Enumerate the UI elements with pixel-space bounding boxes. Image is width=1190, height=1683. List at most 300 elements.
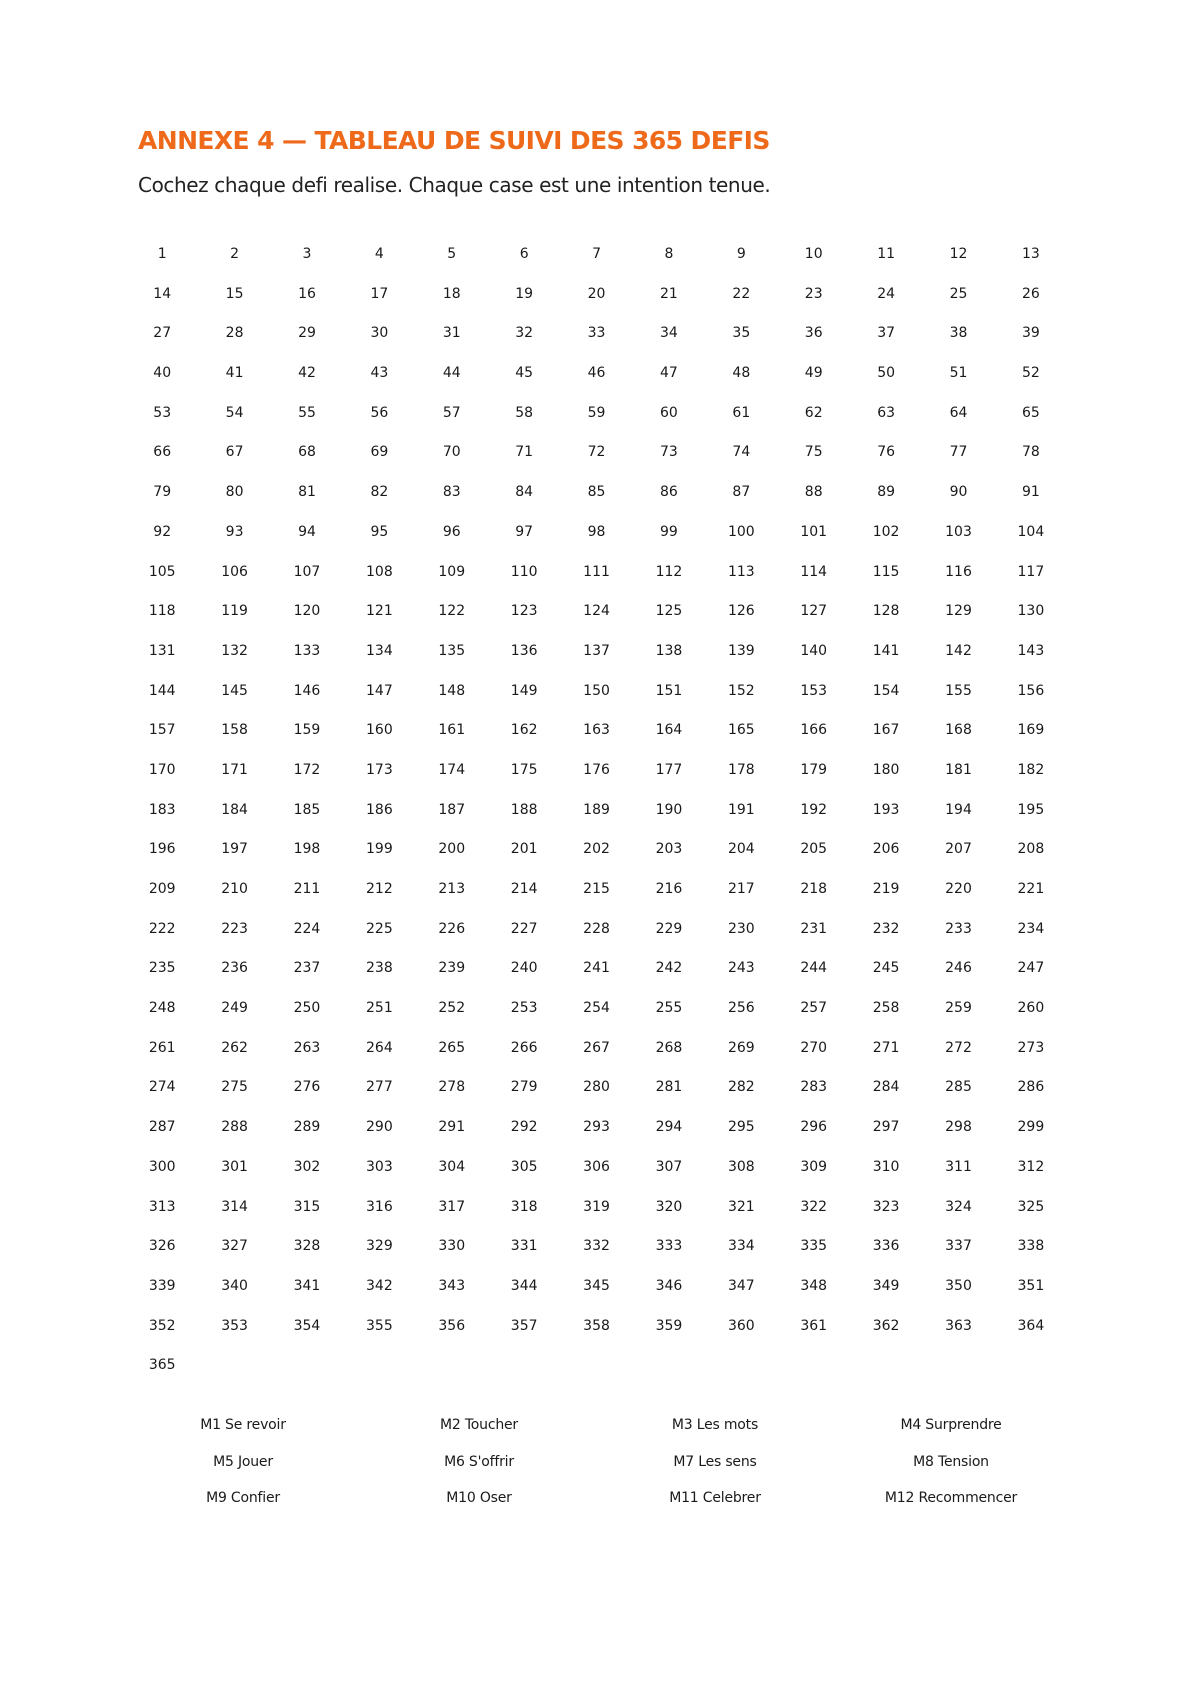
challenge-cell[interactable]: 361 <box>800 1317 828 1334</box>
challenge-cell[interactable]: 92 <box>153 523 172 540</box>
challenge-cell[interactable]: 15 <box>225 285 244 302</box>
challenge-cell[interactable]: 255 <box>655 1000 683 1017</box>
challenge-cell[interactable]: 315 <box>293 1198 321 1215</box>
challenge-cell[interactable]: 219 <box>872 881 900 897</box>
challenge-cell[interactable]: 133 <box>293 642 321 659</box>
challenge-cell[interactable]: 211 <box>293 881 321 897</box>
challenge-cell[interactable]: 246 <box>945 960 972 977</box>
challenge-cell[interactable]: 121 <box>366 603 393 620</box>
challenge-cell[interactable]: 102 <box>872 523 900 540</box>
challenge-cell[interactable]: 176 <box>583 761 610 778</box>
challenge-cell[interactable]: 213 <box>438 881 466 897</box>
challenge-cell[interactable]: 249 <box>221 1000 248 1017</box>
challenge-cell[interactable]: 84 <box>515 484 534 501</box>
challenge-cell[interactable]: 335 <box>800 1238 828 1255</box>
challenge-cell[interactable]: 220 <box>945 881 972 897</box>
challenge-cell[interactable]: 55 <box>298 404 316 421</box>
challenge-cell[interactable]: 158 <box>221 722 248 739</box>
challenge-cell[interactable]: 180 <box>872 761 900 778</box>
challenge-cell[interactable]: 21 <box>660 285 678 302</box>
challenge-cell[interactable]: 325 <box>1017 1198 1045 1215</box>
challenge-cell[interactable]: 298 <box>945 1119 972 1136</box>
challenge-cell[interactable]: 316 <box>366 1198 393 1215</box>
challenge-cell[interactable]: 94 <box>298 523 316 540</box>
challenge-cell[interactable]: 9 <box>736 246 746 262</box>
challenge-cell[interactable]: 225 <box>366 920 393 937</box>
challenge-cell[interactable]: 283 <box>800 1079 828 1096</box>
challenge-cell[interactable]: 7 <box>592 246 601 262</box>
challenge-cell[interactable]: 115 <box>872 563 900 580</box>
challenge-cell[interactable]: 252 <box>438 1000 466 1017</box>
challenge-cell[interactable]: 45 <box>515 365 534 382</box>
challenge-cell[interactable]: 303 <box>366 1158 393 1175</box>
challenge-cell[interactable]: 306 <box>583 1158 610 1175</box>
challenge-cell[interactable]: 118 <box>148 603 176 620</box>
challenge-cell[interactable]: 258 <box>872 1000 900 1017</box>
challenge-cell[interactable]: 195 <box>1017 801 1045 818</box>
challenge-cell[interactable]: 351 <box>1017 1277 1045 1294</box>
challenge-cell[interactable]: 125 <box>655 603 683 620</box>
challenge-cell[interactable]: 43 <box>370 365 389 382</box>
challenge-cell[interactable]: 77 <box>949 444 968 461</box>
challenge-cell[interactable]: 259 <box>945 1000 972 1017</box>
challenge-cell[interactable]: 116 <box>945 563 972 580</box>
challenge-cell[interactable]: 280 <box>583 1079 610 1096</box>
challenge-cell[interactable]: 72 <box>587 444 606 461</box>
challenge-cell[interactable]: 157 <box>148 722 176 739</box>
challenge-cell[interactable]: 293 <box>583 1119 610 1136</box>
challenge-cell[interactable]: 302 <box>293 1158 321 1175</box>
challenge-cell[interactable]: 338 <box>1017 1238 1045 1255</box>
challenge-cell[interactable]: 127 <box>800 603 828 620</box>
challenge-cell[interactable]: 198 <box>293 841 321 858</box>
challenge-cell[interactable]: 165 <box>727 722 755 739</box>
challenge-cell[interactable]: 346 <box>655 1277 683 1294</box>
challenge-cell[interactable]: 90 <box>949 484 968 501</box>
challenge-cell[interactable]: 19 <box>515 285 534 302</box>
challenge-cell[interactable]: 294 <box>655 1119 683 1136</box>
challenge-cell[interactable]: 247 <box>1017 960 1045 977</box>
challenge-cell[interactable]: 114 <box>800 563 828 580</box>
challenge-cell[interactable]: 168 <box>945 722 972 739</box>
challenge-cell[interactable]: 185 <box>293 801 321 818</box>
challenge-cell[interactable]: 352 <box>148 1317 176 1334</box>
challenge-cell[interactable]: 319 <box>583 1198 610 1215</box>
challenge-cell[interactable]: 238 <box>366 960 393 977</box>
challenge-cell[interactable]: 257 <box>800 1000 828 1017</box>
challenge-cell[interactable]: 112 <box>655 563 683 580</box>
challenge-cell[interactable]: 52 <box>1021 365 1040 382</box>
challenge-cell[interactable]: 64 <box>949 404 968 421</box>
challenge-cell[interactable]: 193 <box>872 801 900 818</box>
challenge-cell[interactable]: 205 <box>800 841 828 858</box>
challenge-cell[interactable]: 307 <box>655 1158 683 1175</box>
challenge-cell[interactable]: 111 <box>583 563 610 580</box>
challenge-cell[interactable]: 324 <box>945 1198 972 1215</box>
challenge-cell[interactable]: 230 <box>727 920 755 937</box>
challenge-cell[interactable]: 318 <box>510 1198 538 1215</box>
challenge-cell[interactable]: 12 <box>949 246 968 262</box>
challenge-cell[interactable]: 227 <box>510 920 538 937</box>
challenge-cell[interactable]: 214 <box>510 881 538 897</box>
challenge-cell[interactable]: 188 <box>510 801 538 818</box>
challenge-cell[interactable]: 348 <box>800 1277 828 1294</box>
challenge-cell[interactable]: 163 <box>583 722 610 739</box>
challenge-cell[interactable]: 137 <box>583 642 610 659</box>
challenge-cell[interactable]: 46 <box>587 365 606 382</box>
challenge-cell[interactable]: 248 <box>148 1000 176 1017</box>
challenge-cell[interactable]: 273 <box>1017 1039 1045 1056</box>
challenge-cell[interactable]: 245 <box>872 960 900 977</box>
challenge-cell[interactable]: 231 <box>800 920 828 937</box>
challenge-cell[interactable]: 71 <box>515 444 534 461</box>
challenge-cell[interactable]: 266 <box>510 1039 538 1056</box>
challenge-cell[interactable]: 321 <box>727 1198 755 1215</box>
challenge-cell[interactable]: 328 <box>293 1238 321 1255</box>
challenge-cell[interactable]: 242 <box>655 960 683 977</box>
challenge-cell[interactable]: 349 <box>872 1277 900 1294</box>
challenge-cell[interactable]: 202 <box>583 841 610 858</box>
challenge-cell[interactable]: 41 <box>225 365 244 382</box>
challenge-cell[interactable]: 170 <box>148 761 176 778</box>
challenge-cell[interactable]: 83 <box>442 484 461 501</box>
challenge-cell[interactable]: 145 <box>221 682 248 699</box>
challenge-cell[interactable]: 217 <box>727 881 755 897</box>
challenge-cell[interactable]: 289 <box>293 1119 321 1136</box>
challenge-cell[interactable]: 308 <box>727 1158 755 1175</box>
challenge-cell[interactable]: 154 <box>872 682 900 699</box>
challenge-cell[interactable]: 134 <box>366 642 393 659</box>
challenge-cell[interactable]: 287 <box>148 1119 176 1136</box>
challenge-cell[interactable]: 10 <box>804 246 823 262</box>
challenge-cell[interactable]: 356 <box>438 1317 466 1334</box>
challenge-cell[interactable]: 104 <box>1017 523 1045 540</box>
challenge-cell[interactable]: 362 <box>872 1317 900 1334</box>
challenge-cell[interactable]: 226 <box>438 920 466 937</box>
challenge-cell[interactable]: 171 <box>221 761 248 778</box>
challenge-cell[interactable]: 215 <box>583 881 610 897</box>
challenge-cell[interactable]: 31 <box>442 325 461 342</box>
challenge-cell[interactable]: 109 <box>438 563 466 580</box>
challenge-cell[interactable]: 97 <box>515 523 534 540</box>
challenge-cell[interactable]: 337 <box>945 1238 972 1255</box>
challenge-cell[interactable]: 275 <box>221 1079 248 1096</box>
challenge-cell[interactable]: 11 <box>877 246 896 262</box>
challenge-cell[interactable]: 110 <box>510 563 538 580</box>
challenge-cell[interactable]: 312 <box>1017 1158 1045 1175</box>
challenge-cell[interactable]: 332 <box>583 1238 610 1255</box>
challenge-cell[interactable]: 173 <box>366 761 393 778</box>
challenge-cell[interactable]: 274 <box>148 1079 176 1096</box>
challenge-cell[interactable]: 20 <box>587 285 606 302</box>
challenge-cell[interactable]: 88 <box>804 484 823 501</box>
challenge-cell[interactable]: 222 <box>148 920 176 937</box>
challenge-cell[interactable]: 62 <box>804 404 823 421</box>
challenge-cell[interactable]: 310 <box>872 1158 900 1175</box>
challenge-cell[interactable]: 42 <box>298 365 316 382</box>
challenge-cell[interactable]: 5 <box>447 246 457 262</box>
challenge-cell[interactable]: 122 <box>438 603 466 620</box>
challenge-cell[interactable]: 148 <box>438 682 466 699</box>
challenge-cell[interactable]: 89 <box>877 484 896 501</box>
challenge-cell[interactable]: 47 <box>660 365 678 382</box>
challenge-cell[interactable]: 174 <box>438 761 466 778</box>
challenge-cell[interactable]: 86 <box>660 484 678 501</box>
challenge-cell[interactable]: 296 <box>800 1119 828 1136</box>
challenge-cell[interactable]: 233 <box>945 920 972 937</box>
challenge-cell[interactable]: 63 <box>877 404 896 421</box>
challenge-cell[interactable]: 98 <box>587 523 606 540</box>
challenge-cell[interactable]: 234 <box>1017 920 1045 937</box>
challenge-cell[interactable]: 177 <box>655 761 683 778</box>
challenge-cell[interactable]: 60 <box>660 404 678 421</box>
challenge-cell[interactable]: 236 <box>221 960 248 977</box>
challenge-cell[interactable]: 99 <box>660 523 678 540</box>
challenge-cell[interactable]: 30 <box>370 325 389 342</box>
challenge-cell[interactable]: 244 <box>800 960 828 977</box>
challenge-cell[interactable]: 78 <box>1021 444 1040 461</box>
challenge-cell[interactable]: 141 <box>872 642 900 659</box>
challenge-cell[interactable]: 330 <box>438 1238 466 1255</box>
challenge-cell[interactable]: 209 <box>148 881 176 897</box>
challenge-cell[interactable]: 290 <box>366 1119 393 1136</box>
challenge-cell[interactable]: 358 <box>583 1317 610 1334</box>
challenge-cell[interactable]: 108 <box>366 563 393 580</box>
challenge-cell[interactable]: 155 <box>945 682 972 699</box>
challenge-cell[interactable]: 135 <box>438 642 466 659</box>
challenge-cell[interactable]: 35 <box>732 325 751 342</box>
challenge-cell[interactable]: 279 <box>510 1079 538 1096</box>
challenge-cell[interactable]: 51 <box>949 365 968 382</box>
challenge-cell[interactable]: 3 <box>302 246 312 262</box>
challenge-cell[interactable]: 300 <box>148 1158 176 1175</box>
challenge-cell[interactable]: 129 <box>945 603 972 620</box>
challenge-cell[interactable]: 208 <box>1017 841 1045 858</box>
challenge-cell[interactable]: 221 <box>1017 881 1045 897</box>
challenge-cell[interactable]: 317 <box>438 1198 466 1215</box>
challenge-cell[interactable]: 1 <box>157 246 167 262</box>
challenge-cell[interactable]: 6 <box>519 246 529 262</box>
challenge-cell[interactable]: 85 <box>587 484 606 501</box>
challenge-cell[interactable]: 364 <box>1017 1317 1045 1334</box>
challenge-cell[interactable]: 38 <box>949 325 968 342</box>
challenge-cell[interactable]: 267 <box>583 1039 610 1056</box>
challenge-cell[interactable]: 282 <box>727 1079 755 1096</box>
challenge-cell[interactable]: 261 <box>148 1039 176 1056</box>
challenge-cell[interactable]: 339 <box>148 1277 176 1294</box>
challenge-cell[interactable]: 240 <box>510 960 538 977</box>
challenge-cell[interactable]: 82 <box>370 484 389 501</box>
challenge-cell[interactable]: 146 <box>293 682 321 699</box>
challenge-cell[interactable]: 206 <box>872 841 900 858</box>
challenge-cell[interactable]: 199 <box>366 841 393 858</box>
challenge-cell[interactable]: 29 <box>298 325 316 342</box>
challenge-cell[interactable]: 329 <box>366 1238 393 1255</box>
challenge-cell[interactable]: 105 <box>148 563 176 580</box>
challenge-cell[interactable]: 200 <box>438 841 466 858</box>
challenge-cell[interactable]: 241 <box>583 960 610 977</box>
challenge-cell[interactable]: 196 <box>148 841 176 858</box>
challenge-cell[interactable]: 304 <box>438 1158 466 1175</box>
challenge-cell[interactable]: 8 <box>664 246 674 262</box>
challenge-cell[interactable]: 284 <box>872 1079 900 1096</box>
challenge-cell[interactable]: 311 <box>945 1158 972 1175</box>
challenge-cell[interactable]: 228 <box>583 920 610 937</box>
challenge-cell[interactable]: 4 <box>374 246 384 262</box>
challenge-cell[interactable]: 320 <box>655 1198 683 1215</box>
challenge-cell[interactable]: 28 <box>225 325 244 342</box>
challenge-cell[interactable]: 34 <box>660 325 678 342</box>
challenge-cell[interactable]: 27 <box>153 325 172 342</box>
challenge-cell[interactable]: 152 <box>727 682 755 699</box>
challenge-cell[interactable]: 232 <box>872 920 900 937</box>
challenge-cell[interactable]: 138 <box>655 642 683 659</box>
challenge-cell[interactable]: 360 <box>727 1317 755 1334</box>
challenge-cell[interactable]: 160 <box>366 722 393 739</box>
challenge-cell[interactable]: 143 <box>1017 642 1045 659</box>
challenge-cell[interactable]: 87 <box>732 484 751 501</box>
challenge-cell[interactable]: 347 <box>727 1277 755 1294</box>
challenge-cell[interactable]: 2 <box>230 246 240 262</box>
challenge-cell[interactable]: 263 <box>293 1039 321 1056</box>
challenge-cell[interactable]: 80 <box>225 484 244 501</box>
challenge-cell[interactable]: 33 <box>587 325 606 342</box>
challenge-cell[interactable]: 140 <box>800 642 828 659</box>
challenge-cell[interactable]: 124 <box>583 603 610 620</box>
challenge-cell[interactable]: 218 <box>800 881 828 897</box>
challenge-cell[interactable]: 161 <box>438 722 466 739</box>
challenge-cell[interactable]: 131 <box>148 642 176 659</box>
challenge-cell[interactable]: 61 <box>732 404 751 421</box>
challenge-cell[interactable]: 285 <box>945 1079 972 1096</box>
challenge-cell[interactable]: 150 <box>583 682 610 699</box>
challenge-cell[interactable]: 26 <box>1021 285 1040 302</box>
challenge-cell[interactable]: 162 <box>510 722 538 739</box>
challenge-cell[interactable]: 169 <box>1017 722 1045 739</box>
challenge-cell[interactable]: 79 <box>153 484 172 501</box>
challenge-cell[interactable]: 57 <box>442 404 461 421</box>
challenge-cell[interactable]: 175 <box>510 761 538 778</box>
challenge-cell[interactable]: 13 <box>1021 246 1040 262</box>
challenge-cell[interactable]: 243 <box>727 960 755 977</box>
challenge-cell[interactable]: 67 <box>225 444 244 461</box>
challenge-cell[interactable]: 120 <box>293 603 321 620</box>
challenge-cell[interactable]: 106 <box>221 563 248 580</box>
challenge-cell[interactable]: 70 <box>442 444 461 461</box>
challenge-cell[interactable]: 344 <box>510 1277 538 1294</box>
challenge-cell[interactable]: 288 <box>221 1119 248 1136</box>
challenge-cell[interactable]: 260 <box>1017 1000 1045 1017</box>
challenge-cell[interactable]: 159 <box>293 722 321 739</box>
challenge-cell[interactable]: 297 <box>872 1119 900 1136</box>
challenge-cell[interactable]: 39 <box>1021 325 1040 342</box>
challenge-cell[interactable]: 333 <box>655 1238 683 1255</box>
challenge-cell[interactable]: 350 <box>945 1277 972 1294</box>
challenge-cell[interactable]: 182 <box>1017 761 1045 778</box>
challenge-cell[interactable]: 16 <box>298 285 316 302</box>
challenge-cell[interactable]: 354 <box>293 1317 321 1334</box>
challenge-cell[interactable]: 271 <box>872 1039 900 1056</box>
challenge-cell[interactable]: 96 <box>442 523 461 540</box>
challenge-cell[interactable]: 179 <box>800 761 828 778</box>
challenge-cell[interactable]: 132 <box>221 642 248 659</box>
challenge-cell[interactable]: 256 <box>727 1000 755 1017</box>
challenge-cell[interactable]: 18 <box>442 285 461 302</box>
challenge-cell[interactable]: 119 <box>221 603 248 620</box>
challenge-cell[interactable]: 22 <box>732 285 751 302</box>
challenge-cell[interactable]: 235 <box>148 960 176 977</box>
challenge-cell[interactable]: 69 <box>370 444 389 461</box>
challenge-cell[interactable]: 147 <box>366 682 393 699</box>
challenge-cell[interactable]: 144 <box>148 682 176 699</box>
challenge-cell[interactable]: 190 <box>655 801 683 818</box>
challenge-cell[interactable]: 262 <box>221 1039 248 1056</box>
challenge-cell[interactable]: 128 <box>872 603 900 620</box>
challenge-cell[interactable]: 201 <box>510 841 538 858</box>
challenge-cell[interactable]: 74 <box>732 444 751 461</box>
challenge-cell[interactable]: 334 <box>727 1238 755 1255</box>
challenge-cell[interactable]: 25 <box>949 285 968 302</box>
challenge-cell[interactable]: 264 <box>366 1039 393 1056</box>
challenge-cell[interactable]: 66 <box>153 444 172 461</box>
challenge-cell[interactable]: 239 <box>438 960 466 977</box>
challenge-cell[interactable]: 216 <box>655 881 683 897</box>
challenge-cell[interactable]: 100 <box>727 523 755 540</box>
challenge-cell[interactable]: 359 <box>655 1317 683 1334</box>
challenge-cell[interactable]: 156 <box>1017 682 1045 699</box>
challenge-cell[interactable]: 207 <box>945 841 972 858</box>
challenge-cell[interactable]: 181 <box>945 761 972 778</box>
challenge-cell[interactable]: 142 <box>945 642 972 659</box>
challenge-cell[interactable]: 331 <box>510 1238 538 1255</box>
challenge-cell[interactable]: 229 <box>655 920 683 937</box>
challenge-cell[interactable]: 365 <box>148 1357 176 1374</box>
challenge-cell[interactable]: 254 <box>583 1000 610 1017</box>
challenge-cell[interactable]: 183 <box>148 801 176 818</box>
challenge-cell[interactable]: 270 <box>800 1039 828 1056</box>
challenge-cell[interactable]: 345 <box>583 1277 610 1294</box>
challenge-cell[interactable]: 286 <box>1017 1079 1045 1096</box>
challenge-cell[interactable]: 49 <box>804 365 823 382</box>
challenge-cell[interactable]: 136 <box>510 642 538 659</box>
challenge-cell[interactable]: 223 <box>221 920 248 937</box>
challenge-cell[interactable]: 130 <box>1017 603 1045 620</box>
challenge-cell[interactable]: 186 <box>366 801 393 818</box>
challenge-cell[interactable]: 342 <box>366 1277 393 1294</box>
challenge-cell[interactable]: 327 <box>221 1238 248 1255</box>
challenge-cell[interactable]: 326 <box>148 1238 176 1255</box>
challenge-cell[interactable]: 309 <box>800 1158 828 1175</box>
challenge-cell[interactable]: 357 <box>510 1317 538 1334</box>
challenge-cell[interactable]: 36 <box>804 325 823 342</box>
challenge-cell[interactable]: 340 <box>221 1277 248 1294</box>
challenge-cell[interactable]: 353 <box>221 1317 248 1334</box>
challenge-cell[interactable]: 178 <box>727 761 755 778</box>
challenge-cell[interactable]: 204 <box>727 841 755 858</box>
challenge-cell[interactable]: 172 <box>293 761 321 778</box>
challenge-cell[interactable]: 341 <box>293 1277 321 1294</box>
challenge-cell[interactable]: 68 <box>298 444 316 461</box>
challenge-cell[interactable]: 251 <box>366 1000 393 1017</box>
challenge-cell[interactable]: 277 <box>366 1079 393 1096</box>
challenge-cell[interactable]: 73 <box>660 444 678 461</box>
challenge-cell[interactable]: 336 <box>872 1238 900 1255</box>
challenge-cell[interactable]: 53 <box>153 404 172 421</box>
challenge-cell[interactable]: 151 <box>655 682 683 699</box>
challenge-cell[interactable]: 187 <box>438 801 466 818</box>
challenge-cell[interactable]: 305 <box>510 1158 538 1175</box>
challenge-cell[interactable]: 189 <box>583 801 610 818</box>
